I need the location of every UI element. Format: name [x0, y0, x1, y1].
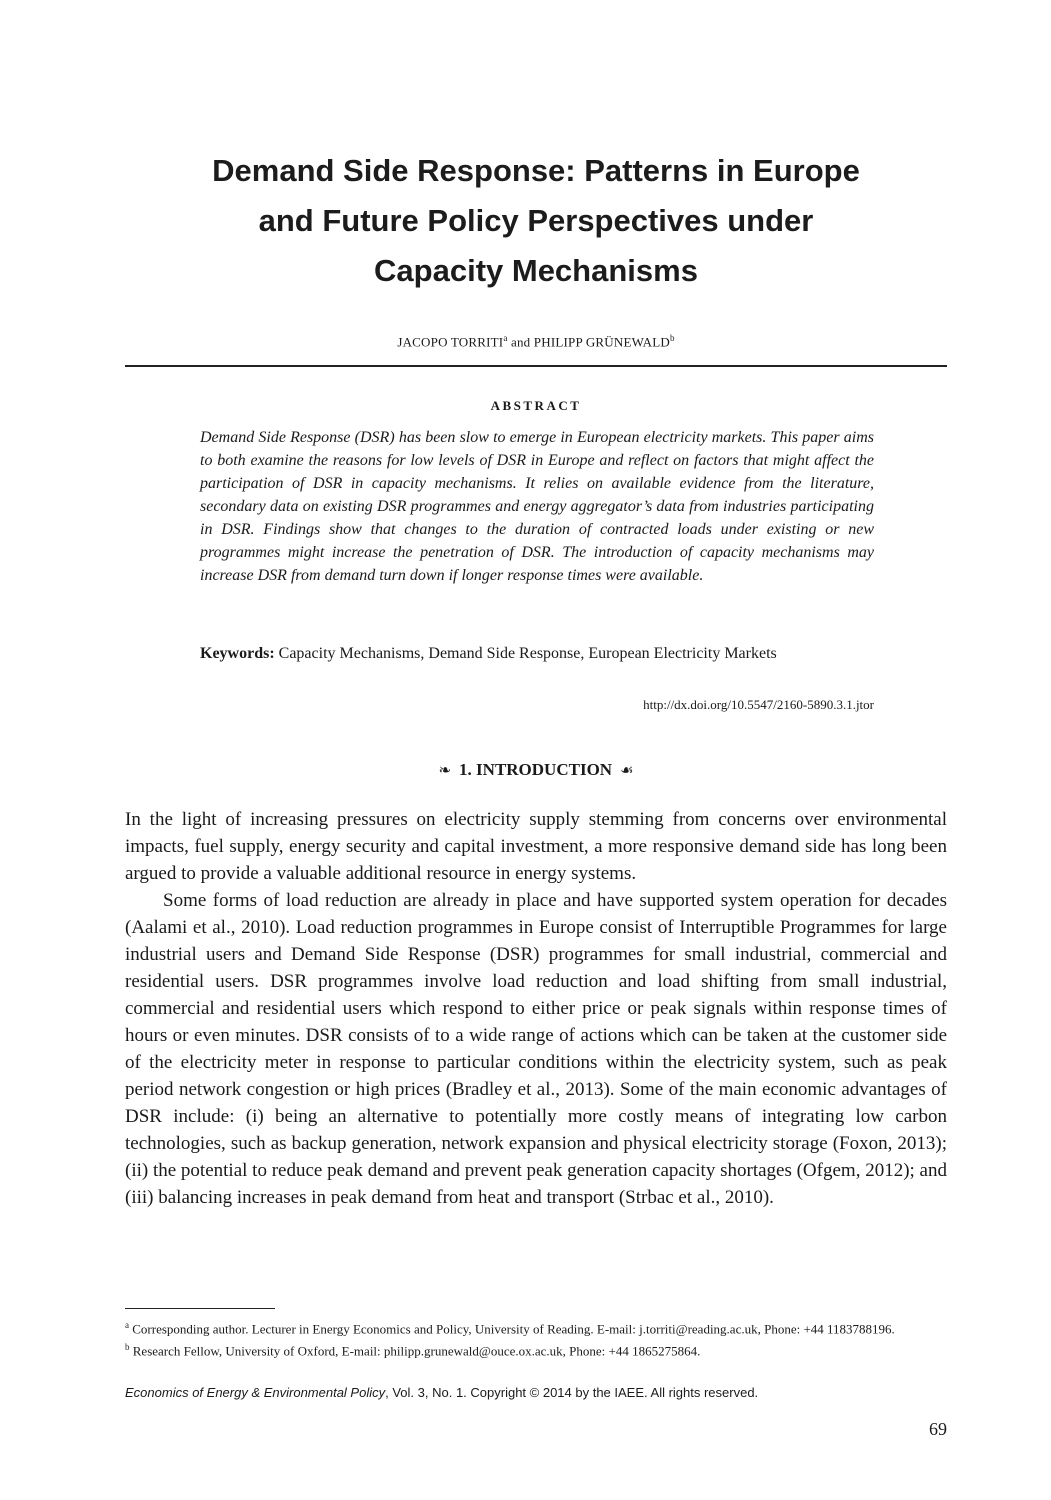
author-1-mark: a — [503, 333, 508, 343]
paragraph-1: In the light of increasing pressures on electricity supply stemming from concerns over environmental impacts, fuel supply, energy security and capital investment, a more responsive demand side has long been argued to provide a valuable additional resource in energy systems. — [125, 809, 947, 884]
keywords — [200, 642, 874, 665]
title-line-2: and Future Policy Perspectives under — [258, 203, 814, 238]
footnotes — [125, 1316, 925, 1361]
footnote-a-text: Corresponding author. Lecturer in Energy Economics and Policy, University of Reading. E-mail: j.torriti@reading.ac.uk, Phone: +44 1183788196. — [132, 1321, 895, 1337]
footnote-a — [125, 1316, 925, 1338]
body-text — [125, 806, 947, 1211]
title-line-1: Demand Side Response: Patterns in Europe — [212, 153, 860, 188]
doi-link[interactable]: http://dx.doi.org/10.5547/2160-5890.3.1.jtor — [643, 697, 874, 712]
paper-title — [125, 146, 947, 296]
footnote-b-mark: b — [125, 1342, 130, 1353]
author-conjunction: and — [510, 334, 531, 350]
section-heading — [125, 760, 947, 780]
header-divider — [125, 365, 947, 367]
footnote-divider — [125, 1308, 275, 1309]
abstract-text: Demand Side Response (DSR) has been slow to emerge in European electricity markets. This paper aims to both examine the reasons for low levels of DSR in Europe and reflect on factors that might affect the participation of DSR in capacity mechanisms. It relies on available evidence from the literature, secondary data on existing DSR programmes and energy aggregator’s data from industries participating in DSR. Findings show that changes to the duration of contracted loads under existing or new programmes might increase the penetration of DSR. The introduction of capacity mechanisms may increase DSR from demand turn down if longer response times were available. — [200, 429, 874, 584]
ornament-right-icon: ☙ — [620, 763, 634, 779]
author-line — [125, 333, 947, 350]
abstract-heading: ABSTRACT — [490, 398, 582, 413]
author-2-mark: b — [669, 333, 675, 343]
section-heading-text: 1. INTRODUCTION — [459, 760, 613, 779]
footnote-b — [125, 1338, 925, 1360]
copyright-line — [125, 1384, 947, 1402]
page-number: 69 — [929, 1419, 947, 1439]
paragraph-2: Some forms of load reduction are already in place and have supported system operation for decades (Aalami et al., 2010). Load reduction programmes in Europe consist of Interruptible Programmes for large industrial users and Demand Side Response (DSR) programmes for small industrial, commercial and residential users. DSR programmes involve load reduction and load shifting from small industrial, commercial and residential users which respond to either price or peak signals within response times of hours or even minutes. DSR consists of to a wide range of actions which can be taken at the customer side of the electricity meter in response to particular conditions within the electricity system, such as peak period network congestion or high prices (Bradley et al., 2013). Some of the main economic advantages of DSR include: (i) being an alternative to potentially more costly means of integrating low carbon technologies, such as backup generation, network expansion and physical electricity storage (Foxon, 2013); (ii) the potential to reduce peak demand and prevent peak generation capacity shortages (Ofgem, 2012); and (iii) balancing increases in peak demand from heat and transport (Strbac et al., 2010). — [125, 890, 947, 1208]
keywords-label: Keywords: — [200, 645, 275, 662]
footnote-b-text: Research Fellow, University of Oxford, E-mail: philipp.grunewald@ouce.ox.ac.uk, Phone: +44 1865275864. — [132, 1343, 701, 1359]
title-line-3: Capacity Mechanisms — [374, 253, 698, 288]
ornament-left-icon: ❧ — [438, 763, 452, 779]
footnote-a-mark: a — [125, 1320, 129, 1330]
journal-name: Economics of Energy & Environmental Policy — [125, 1385, 386, 1400]
author-2: PHILIPP GRÜNEWALD — [533, 334, 670, 350]
keywords-text: Capacity Mechanisms, Demand Side Response, European Electricity Markets — [278, 645, 777, 662]
journal-details: , Vol. 3, No. 1. Copyright © 2014 by the IAEE. All rights reserved. — [385, 1385, 759, 1400]
author-1: JACOPO TORRITI — [397, 334, 504, 350]
